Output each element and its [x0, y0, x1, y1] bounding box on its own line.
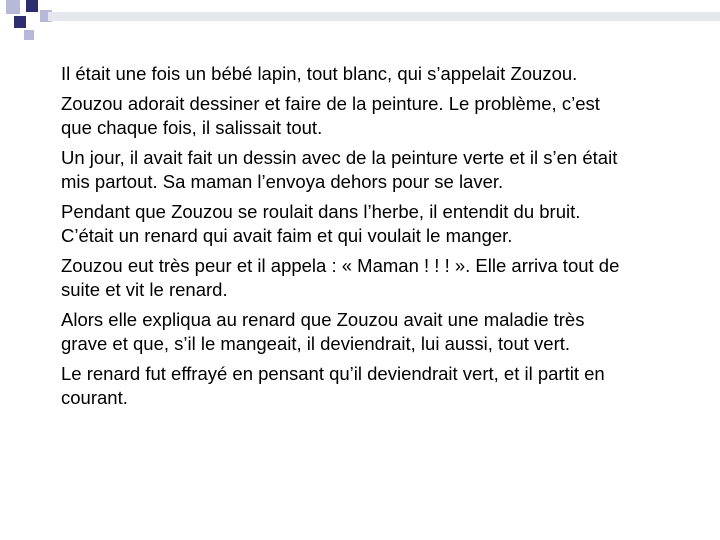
header-decoration [0, 0, 720, 48]
paragraph-line: Zouzou eut très peur et il appela : « Maman ! ! ! ». Elle arriva tout de [61, 255, 620, 276]
paragraph-line: C’était un renard qui avait faim et qui voulait le manger. [61, 225, 513, 246]
deco-square-navy-2 [14, 16, 26, 28]
deco-square-lavender-1 [6, 0, 20, 14]
paragraph-line: Alors elle expliqua au renard que Zouzou avait une maladie très [61, 309, 585, 330]
paragraph-1 [61, 62, 681, 86]
paragraph-line: suite et vit le renard. [61, 279, 228, 300]
paragraph-line: Il était une fois un bébé lapin, tout blanc, qui s’appelait Zouzou. [61, 63, 578, 84]
paragraph-4 [61, 200, 681, 248]
paragraph-3 [61, 146, 681, 194]
paragraph-line: Zouzou adorait dessiner et faire de la peinture. Le problème, c’est [61, 93, 600, 114]
story-text [61, 62, 681, 416]
paragraph-line: Le renard fut effrayé en pensant qu’il deviendrait vert, et il partit en [61, 363, 605, 384]
paragraph-2 [61, 92, 681, 140]
paragraph-line: mis partout. Sa maman l’envoya dehors pour se laver. [61, 171, 504, 192]
paragraph-line: Un jour, il avait fait un dessin avec de la peinture verte et il s’en était [61, 147, 618, 168]
deco-square-navy-1 [26, 0, 38, 12]
header-bar [48, 12, 720, 21]
paragraph-7 [61, 362, 681, 410]
paragraph-line: que chaque fois, il salissait tout. [61, 117, 323, 138]
paragraph-line: Pendant que Zouzou se roulait dans l’herbe, il entendit du bruit. [61, 201, 581, 222]
paragraph-line: courant. [61, 387, 128, 408]
paragraph-5 [61, 254, 681, 302]
paragraph-line: grave et que, s’il le mangeait, il deviendrait, lui aussi, tout vert. [61, 333, 571, 354]
deco-square-lavender-3 [24, 30, 34, 40]
paragraph-6 [61, 308, 681, 356]
